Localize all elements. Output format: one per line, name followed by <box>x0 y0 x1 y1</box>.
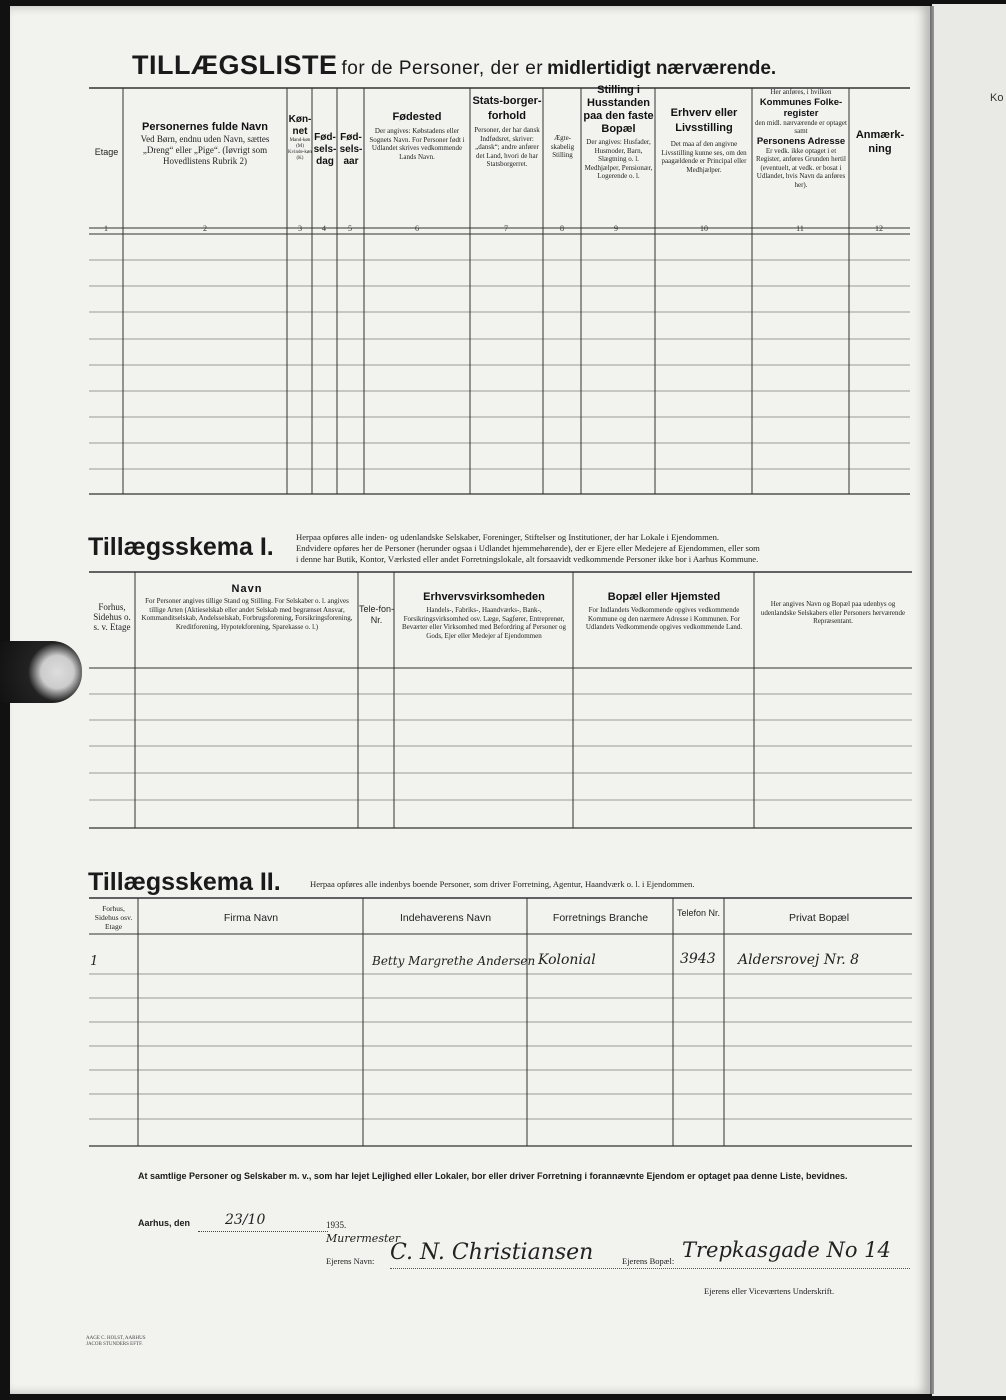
title-bold: TILLÆGSLISTE <box>132 50 338 80</box>
col-num-10: 10 <box>700 224 708 233</box>
col-num-5: 5 <box>348 224 352 233</box>
col-num-12: 12 <box>875 224 883 233</box>
owner-signature: C. N. Christiansen <box>390 1240 594 1265</box>
date-handwritten: 23/10 <box>225 1212 266 1228</box>
owner-bopael-handwritten: Trepkasgade No 14 <box>682 1238 891 1262</box>
col-num-7: 7 <box>504 224 508 233</box>
col-kon-header: Køn-net Mand-køn (M) Kvinde-køn (K) <box>288 114 312 161</box>
owner-name-label: Ejerens Navn: <box>326 1256 375 1266</box>
s2-col-telefon-header: Telefon Nr. <box>676 908 721 918</box>
skema2-title: Tillægsskema II. <box>88 868 281 896</box>
s2-col-branche-header: Forretnings Branche <box>552 912 649 924</box>
underskrift-label: Ejerens eller Viceværtens Underskrift. <box>704 1286 835 1296</box>
col-num-6: 6 <box>415 224 419 233</box>
s1-col-bopael-header: Bopæl eller Hjemsted For Indlandets Vedkommende opgives vedkommende Kommune og den nærmere Adresse i Kommunen. For Udlandets Vedkommende opgives vedkommende Land. <box>585 591 743 631</box>
title-rest: for de Personer, der er <box>341 58 544 79</box>
col-num-3: 3 <box>298 224 302 233</box>
thumb-at-edge <box>0 641 82 703</box>
skema2-description: Herpaa opføres alle indenbys boende Personer, som driver Forretning, Agentur, Haandværk o. l. i Ejendommen. <box>310 879 695 889</box>
s2-col-indehaver-header: Indehaverens Navn <box>399 912 492 924</box>
col-fodselsaar-header: Fød-sels-aar <box>339 132 363 167</box>
year-text: 1935. <box>326 1220 347 1230</box>
owner-bopael-label: Ejerens Bopæl: <box>622 1256 675 1266</box>
col-fodselsdag-header: Fød-sels-dag <box>313 132 337 167</box>
s2-row1-bopael: Aldersrovej Nr. 8 <box>738 952 860 968</box>
col-num-8: 8 <box>560 224 564 233</box>
s2-col-bopael-header: Privat Bopæl <box>788 912 850 924</box>
s2-col-firma-header: Firma Navn <box>223 912 279 924</box>
col-num-4: 4 <box>322 224 326 233</box>
s1-col-repraesentant-header: Her angives Navn og Bopæl paa udenbys og udenlandske Selskabers eller Personers herværende Repræsentant. <box>760 600 906 625</box>
col-statsborger-header: Stats-borger-forhold Personer, der har dansk Indfødsret, skriver: „dansk“; andre anfører det Land, hvori de har Statsborgerret. <box>472 95 542 168</box>
col-etage-header: Etage <box>94 147 119 157</box>
s1-col-etage-header: Forhus, Sidehus o. s. v. Etage <box>93 602 131 632</box>
attestation-statement: At samtlige Personer og Selskaber m. v., som har lejet Lejlighed eller Lokaler, bor eller driver Forretning i forannævnte Ejendom er optaget paa denne Liste, bevidnes. <box>138 1171 848 1181</box>
printer-imprint: AAGE C. HOLST, AARHUS JACOB STUNDERS EFTF. <box>86 1336 146 1347</box>
col-anmaerkning-header: Anmærk-ning <box>855 129 905 155</box>
s1-col-erhverv-header: Erhvervsvirksomheden Handels-, Fabriks-, Haandværks-, Bank-, Forsikringsvirksomhed osv. Læge, Sagfører, Entreprenør, Beværter eller Virksomhed med Befordring af Personer og Gods, Ejer eller Medejer af Ejendommen <box>401 591 567 640</box>
s2-row1-telefon: 3943 <box>680 951 716 967</box>
skema2-grid <box>10 892 930 1152</box>
s2-row1-branche: Kolonial <box>538 952 596 968</box>
col-fodested-header: Fødested Der angives: Købstadens eller Sognets Navn. For Personer født i Udlandet skrives vedkommende Lands Navn. <box>369 111 465 161</box>
col-erhverv-header: Erhverv eller Livsstilling Det maa af den angivne Livsstilling kunne ses, om den paagældende er Principal eller Medhjælper. <box>661 107 747 174</box>
col-folkeregister-header: Her anføres, i hvilken Kommunes Folke-register den midl. nærværende er optaget samt Personens Adresse Er vedk. ikke optaget i et Register, anføres Grunden hertil (eventuelt, at vedk. er bosat i Udlandet, hvis Navn da anføres her). <box>755 88 847 189</box>
s2-col-etage-header: Forhus, Sidehus osv. Etage <box>94 904 133 931</box>
date-line <box>198 1231 328 1232</box>
s2-row1-etage: 1 <box>90 954 99 969</box>
s1-col-navn-header: Navn For Personer angives tillige Stand og Stilling. For Selskaber o. l. angives tillige Arten (Aktieselskab eller andet Selskab med begrænset Ansvar, Kommanditselskab, Andelsselskab, Forbrugsforening, Forsikringsforening, Kreditforening, Hypotekforening, Sparekasse o. l.) <box>141 583 353 631</box>
next-page-text: Ko <box>990 92 1004 104</box>
col-stilling-header: Stilling i Husstanden paa den faste Bopæl Der angives: Husfader, Husmoder, Barn, Slægtning o. l. Medhjælper, Pensionær, Logerende o. l. <box>583 84 654 180</box>
col-num-1: 1 <box>104 224 108 233</box>
s1-col-telefon-header: Tele-fon-Nr. <box>359 604 395 625</box>
col-num-2: 2 <box>203 224 207 233</box>
owner-title-handwritten: Murermester <box>326 1232 401 1245</box>
title-bold-end: midlertidigt nærværende. <box>547 58 777 79</box>
signature-line <box>390 1268 910 1269</box>
col-navn-header: Personernes fulde Navn Ved Børn, endnu uden Navn, sættes „Dreng“ eller „Pige“. (Iøvrigt som Hovedlistens Rubrik 2) <box>140 121 270 166</box>
skema1-description: Herpaa opføres alle inden- og udenlandske Selskaber, Foreninger, Stiftelser og Institutioner, der har Lokale i Ejendommen. Endvidere opføres her de Personer (herunder ogsaa i Udlandet hjemmehørende), der er Ejere eller Medejere af Ejendommen, eller som i denne har Butik, Kontor, Værksted eller andet Forretningslokale, alt forsaavidt vedkommende Personer ikke bor i Aarhus Kommune. <box>296 532 760 564</box>
form-page <box>10 6 930 1394</box>
next-page-edge <box>932 4 1006 1396</box>
main-table-grid <box>10 6 930 506</box>
col-num-11: 11 <box>796 224 804 233</box>
col-aegteskab-header: Ægte-skabelig Stilling <box>550 134 575 159</box>
col-num-9: 9 <box>614 224 618 233</box>
s2-row1-indehaver: Betty Margrethe Andersen <box>372 954 536 968</box>
skema1-title: Tillægsskema I. <box>88 533 274 561</box>
place-date-label: Aarhus, den <box>138 1218 191 1228</box>
